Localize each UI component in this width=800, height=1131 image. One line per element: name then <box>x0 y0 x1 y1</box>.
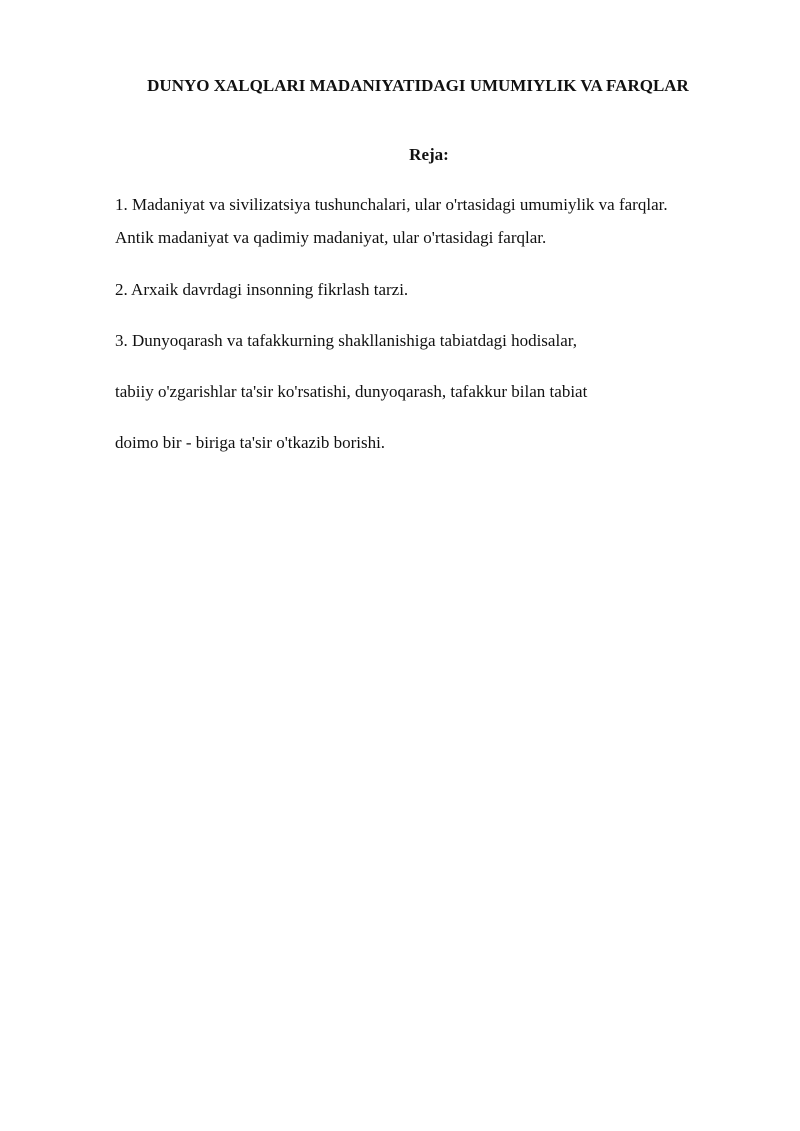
document-title: DUNYO XALQLARI MADANIYATIDAGI UMUMIYLIK VA FARQLAR <box>147 76 689 95</box>
plan-item-1-line-1: 1. Madaniyat va sivilizatsiya tushunchalari, ular o'rtasidagi umumiylik va farqlar. <box>115 195 668 214</box>
plan-item-3-line-2: tabiiy o'zgarishlar ta'sir ko'rsatishi, dunyoqarash, tafakkur bilan tabiat <box>115 382 588 401</box>
plan-heading: Reja: <box>409 145 449 164</box>
plan-item-2-line-1: 2. Arxaik davrdagi insonning fikrlash tarzi. <box>115 280 409 299</box>
plan-item-3-line-3: doimo bir - biriga ta'sir o'tkazib borishi. <box>115 433 386 452</box>
plan-item-1-line-2: Antik madaniyat va qadimiy madaniyat, ular o'rtasidagi farqlar. <box>115 228 547 247</box>
plan-item-3-line-1: 3. Dunyoqarash va tafakkurning shakllanishiga tabiatdagi hodisalar, <box>115 331 577 350</box>
